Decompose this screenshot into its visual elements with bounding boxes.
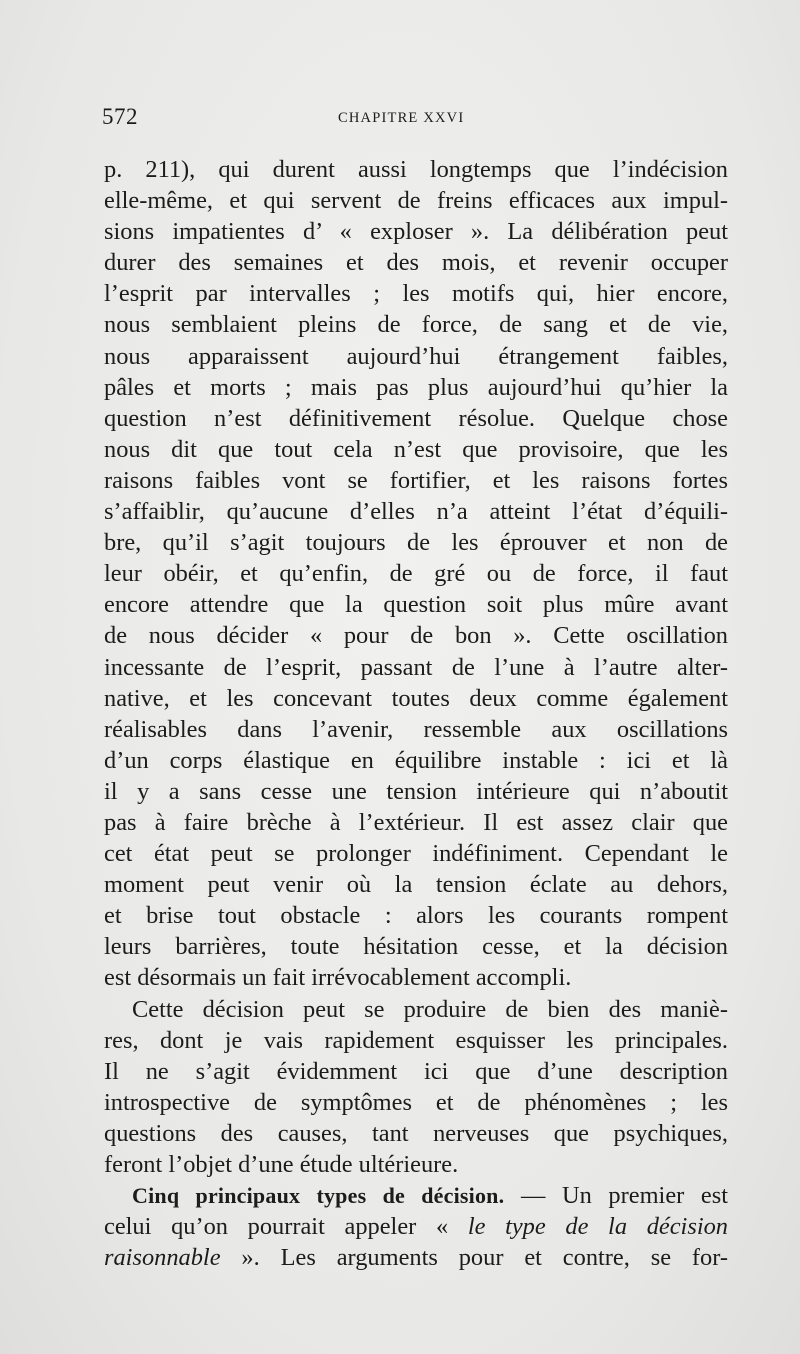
text-line: question n’est définitivement résolue. Quelque chose [104,404,728,432]
text-line: nous semblaient pleins de force, de sang et de vie, [104,311,728,339]
running-head: CHAPITRE XXVI [338,110,465,126]
text-run: — Un premier est [504,1182,729,1210]
text-line: est désormais un fait irrévocablement accompli. [104,964,572,992]
text-line: pâles et morts ; mais pas plus aujourd’hui qu’hier la [104,373,728,401]
text-line: sions impatientes d’ « exploser ». La délibération peut [104,218,728,246]
text-run: ». Les arguments pour et contre, se for- [220,1244,728,1272]
text-line: introspective de symptômes et de phénomènes ; les [104,1088,728,1116]
text-line: d’un corps élastique en équilibre instable : ici et là [104,746,728,774]
text-line: nous apparaissent aujourd’hui étrangement faibles, [104,342,728,370]
text-line: leurs barrières, toute hésitation cesse, et la décision [104,933,728,961]
text-line: incessante de l’esprit, passant de l’une à l’autre alter- [104,653,728,681]
text-line: réalisables dans l’avenir, ressemble aux oscillations [104,715,728,743]
text-line: p. 211), qui durent aussi longtemps que l’indécision [104,156,728,183]
text-line: pas à faire brèche à l’extérieur. Il est assez clair que [104,808,728,836]
text-line: res, dont je vais rapidement esquisser les principales. [104,1026,728,1054]
text-line: native, et les concevant toutes deux comme également [104,684,728,712]
text-line: encore attendre que la question soit plus mûre avant [104,591,728,619]
text-line: raisons faibles vont se fortifier, et les raisons fortes [104,466,728,494]
text-line: l’esprit par intervalles ; les motifs qui, hier encore, [104,280,728,308]
text-line: nous dit que tout cela n’est que provisoire, que les [104,435,728,463]
text-line: s’affaiblir, qu’aucune d’elles n’a atteint l’état d’équili- [104,498,728,526]
text-run: celui qu’on pourrait appeler « [104,1213,468,1241]
text-line: Cette décision peut se produire de bien des maniè- [132,995,728,1023]
italic-text-run: raisonnable [104,1244,221,1272]
page-number: 572 [102,104,138,129]
text-line [104,1211,728,1242]
text-line: cet état peut se prolonger indéfiniment. Cependant le [104,840,728,868]
section-title: Cinq principaux types de décision. [132,1183,505,1209]
text-line: leur obéir, et qu’enfin, de gré ou de force, il faut [104,560,728,588]
text-line: questions des causes, tant nerveuses que psychiques, [104,1119,728,1147]
text-line: elle-même, et qui servent de freins efficaces aux impul- [104,187,728,215]
page-header [102,104,726,134]
text-line: moment peut venir où la tension éclate au dehors, [104,871,728,899]
text-line: bre, qu’il s’agit toujours de les éprouver et non de [104,529,728,557]
text-line: de nous décider « pour de bon ». Cette oscillation [104,622,728,650]
text-line: feront l’objet d’une étude ultérieure. [104,1151,459,1178]
italic-text-run: le type de la décision [467,1213,728,1241]
text-line: durer des semaines et des mois, et revenir occuper [104,249,728,277]
text-line: et brise tout obstacle : alors les courants rompent [104,902,728,930]
text-line [104,1242,728,1273]
section-heading-line [104,1180,728,1211]
text-line: Il ne s’agit évidemment ici que d’une description [104,1057,728,1085]
body-text [104,154,728,1273]
text-line: il y a sans cesse une tension intérieure qui n’aboutit [104,777,728,805]
